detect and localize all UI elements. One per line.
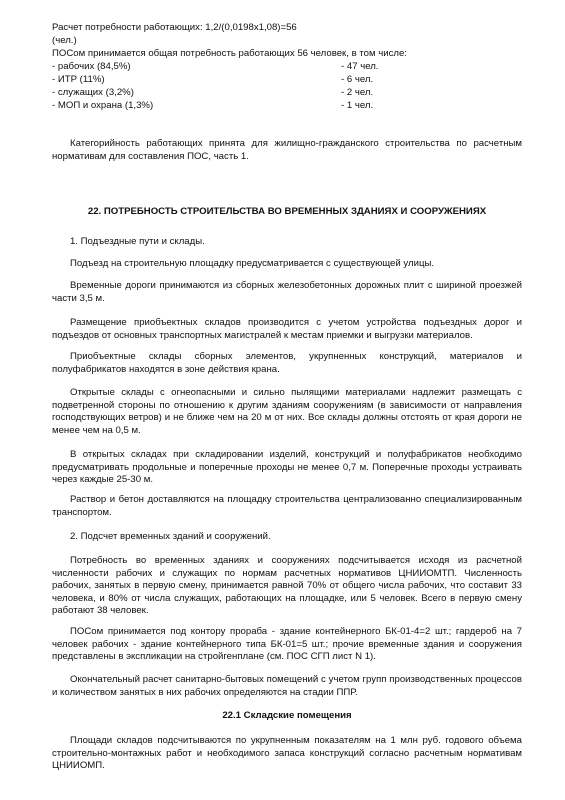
paragraph-open-warehouses: Открытые склады с огнеопасными и сильно пылящими материалами надлежит размещать с подветренной стороны по отношению к другим зданиям сооружениям (в зависимости от направления господствующих ветров) и не ближе чем на 20 м от них. Все склады должны отстоять от края дороги не менее чем на 0,5 м. (52, 387, 522, 436)
paragraph-warehouse-areas: Площади складов подсчитываются по укрупненным показателям на 1 млн руб. годового объема строительно-монтажных работ и необходимого запаса конструкций согласно расчетным нормативам ЦНИИОМП. (52, 735, 522, 772)
paragraph-warehouse-placement: Размещение приобъектных складов производится с учетом устройства подъездных дорог и подъездов от основных транспортных магистралей к местам приемки и выгрузки материалов. (52, 317, 522, 341)
paragraph-crane-zone: Приобъектные склады сборных элементов, укрупненных конструкций, материалов и полуфабрикатов находятся в зоне действия крана. (52, 351, 522, 375)
breakdown-value: - 47 чел. (341, 61, 379, 72)
paragraph-category: Категорийность работающих принята для жилищно-гражданского строительства по расчетным нормативам для составления ПОС, часть 1. (52, 138, 522, 162)
breakdown-label: - ИТР (11%) (52, 74, 105, 85)
breakdown-row (52, 61, 522, 74)
breakdown-value: - 6 чел. (341, 74, 374, 85)
paragraph-passages: В открытых складах при складировании изделий, конструкций и полуфабрикатов необходимо предусматривать продольные и поперечные проходы не менее 0,7 м. Поперечные проходы устраивать через каждые 25-30 м. (52, 449, 522, 486)
breakdown-row (52, 74, 522, 87)
section-heading-22: 22. ПОТРЕБНОСТЬ СТРОИТЕЛЬСТВА ВО ВРЕМЕННЫХ ЗДАНИЯХ И СООРУЖЕНИЯХ (87, 206, 487, 217)
paragraph-temporary-roads: Временные дороги принимаются из сборных железобетонных дорожных плит с шириной проезжей части 3,5 м. (52, 280, 522, 304)
paragraph-concrete-delivery: Раствор и бетон доставляются на площадку строительства централизованно специализированным транспортом. (52, 494, 522, 518)
paragraph-containers: ПОСом принимается под контору прораба - здание контейнерного БК-01-4=2 шт.; гардероб на 7 человек рабочих - здание контейнерного типа БК-01=5 шт.; прочие временные здания и сооружения представлены в экспликации на стройгенплане (см. ПОС СГП лист N 1). (52, 626, 522, 663)
breakdown-row (52, 100, 522, 113)
total-intro: ПОСом принимается общая потребность работающих 56 человек, в том числе: (52, 48, 407, 59)
subheading-temporary-buildings: 2. Подсчет временных зданий и сооружений. (70, 531, 271, 542)
calc-line: Расчет потребности работающих: 1,2/(0,0198х1,08)=56 (52, 22, 297, 33)
section-heading-22-1: 22.1 Складские помещения (222, 710, 352, 721)
breakdown-label: - служащих (3,2%) (52, 87, 134, 98)
breakdown-value: - 2 чел. (341, 87, 374, 98)
breakdown-row (52, 87, 522, 100)
paragraph-final-calc: Окончательный расчет санитарно-бытовых помещений с учетом групп производственных процессов и количеством занятых в них рабочих определяются на стадии ППР. (52, 674, 522, 698)
calc-unit: (чел.) (52, 35, 77, 46)
paragraph-access: Подъезд на строительную площадку предусматривается с существующей улицы. (70, 258, 435, 269)
breakdown-label: - МОП и охрана (1,3%) (52, 100, 154, 111)
breakdown-value: - 1 чел. (341, 100, 374, 111)
subheading-roads-warehouses: 1. Подъездные пути и склады. (70, 236, 205, 247)
paragraph-demand: Потребность во временных зданиях и сооружениях подсчитывается исходя из расчетной численности рабочих и служащих по нормам расчетных нормативов ЦНИИОМТП. Численность рабочих, занятых в первую смену, принимается равной 70% от общего числа рабочих, что составит 33 человека, и 80% от числа служащих, работающих на площадке, или 5 человек. Всего в первую смену работают 38 человек. (52, 555, 522, 617)
breakdown-label: - рабочих (84,5%) (52, 61, 131, 72)
